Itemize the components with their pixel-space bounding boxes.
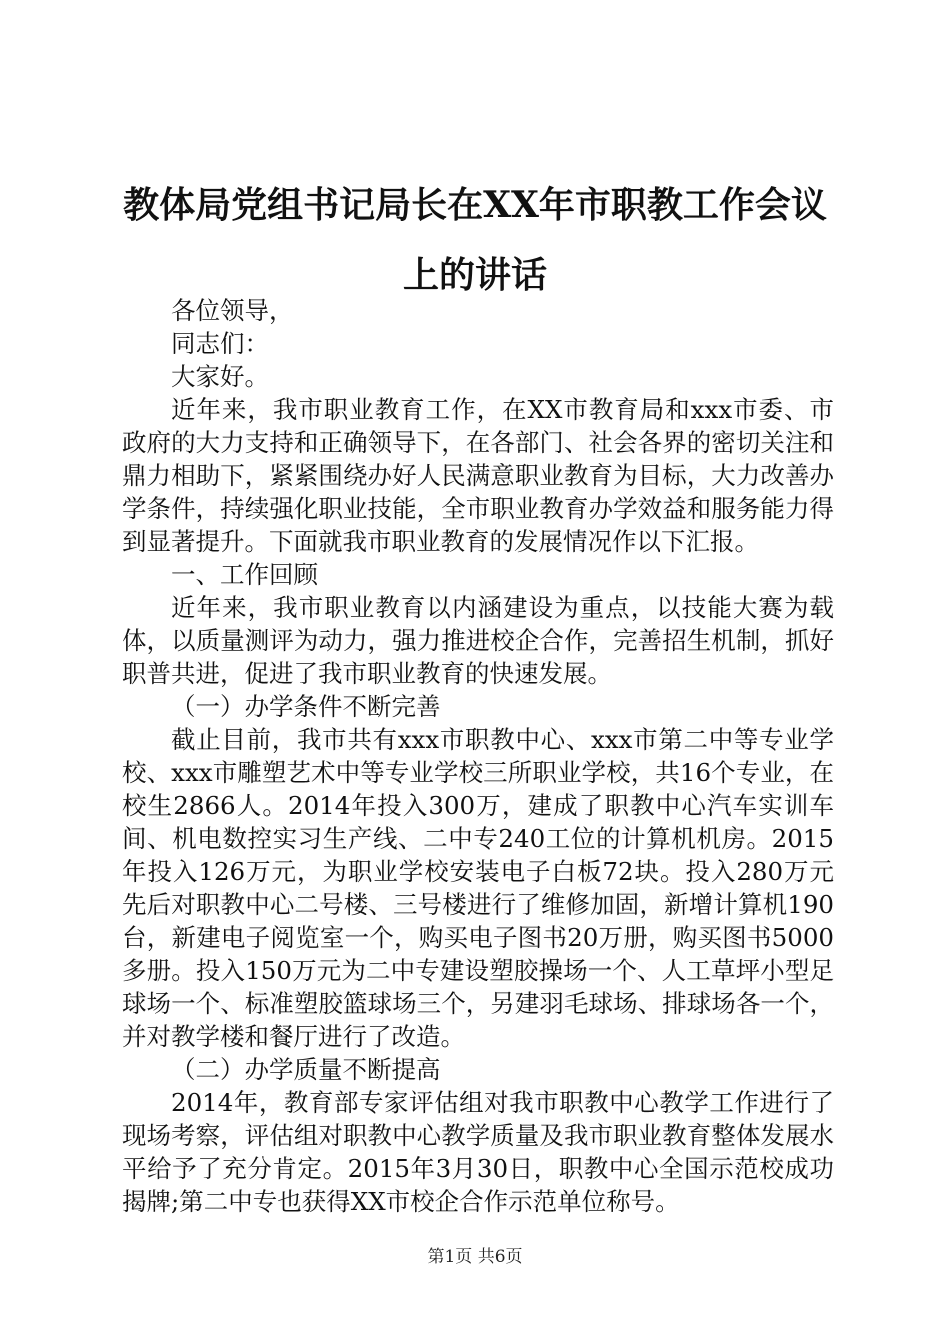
section-heading-review: 一、工作回顾: [171, 560, 318, 589]
document-body: [122, 294, 834, 1218]
title-line-2: 上的讲话: [402, 254, 547, 296]
subheading-conditions: （一）办学条件不断完善: [171, 692, 441, 721]
title-line-1: 教体局党组书记局长在XX年市职教工作会议: [123, 184, 827, 226]
document-title: [120, 170, 830, 310]
subheading-quality: （二）办学质量不断提高: [171, 1055, 441, 1084]
greeting: 大家好。: [171, 362, 269, 391]
intro-paragraph: 近年来，我市职业教育工作，在XX市教育局和xxx市委、市政府的大力支持和正确领导下，在各部门、社会各界的密切关注和鼎力相助下，紧紧围绕办好人民满意职业教育为目标，大力改善办学条件，持续强化职业技能，全市职业教育办学效益和服务能力得到显著提升。下面就我市职业教育的发展情况作以下汇报。: [122, 395, 834, 556]
salutation-comrades: 同志们：: [171, 329, 269, 358]
page-number-footer: 第1页 共6页: [427, 1247, 523, 1267]
review-paragraph: 近年来，我市职业教育以内涵建设为重点，以技能大赛为载体，以质量测评为动力，强力推进校企合作，完善招生机制，抓好职普共进，促进了我市职业教育的快速发展。: [122, 593, 834, 688]
salutation-leaders: 各位领导，: [171, 296, 294, 325]
conditions-paragraph: 截止目前，我市共有xxx市职教中心、xxx市第二中等专业学校、xxx市雕塑艺术中等专业学校三所职业学校，共16个专业，在校生2866人。2014年投入300万，建成了职教中心汽车实训车间、机电数控实习生产线、二中专240工位的计算机机房。2015年投入126万元，为职业学校安装电子白板72块。投入280万元先后对职教中心二号楼、三号楼进行了维修加固，新增计算机190台，新建电子阅览室一个，购买电子图书20万册，购买图书5000多册。投入150万元为二中专建设塑胶操场一个、人工草坪小型足球场一个、标准塑胶篮球场三个，另建羽毛球场、排球场各一个，并对教学楼和餐厅进行了改造。: [122, 725, 834, 1051]
quality-paragraph: 2014年，教育部专家评估组对我市职教中心教学工作进行了现场考察，评估组对职教中心教学质量及我市职业教育整体发展水平给予了充分肯定。2015年3月30日，职教中心全国示范校成功揭牌;第二中专也获得XX市校企合作示范单位称号。: [122, 1088, 834, 1216]
